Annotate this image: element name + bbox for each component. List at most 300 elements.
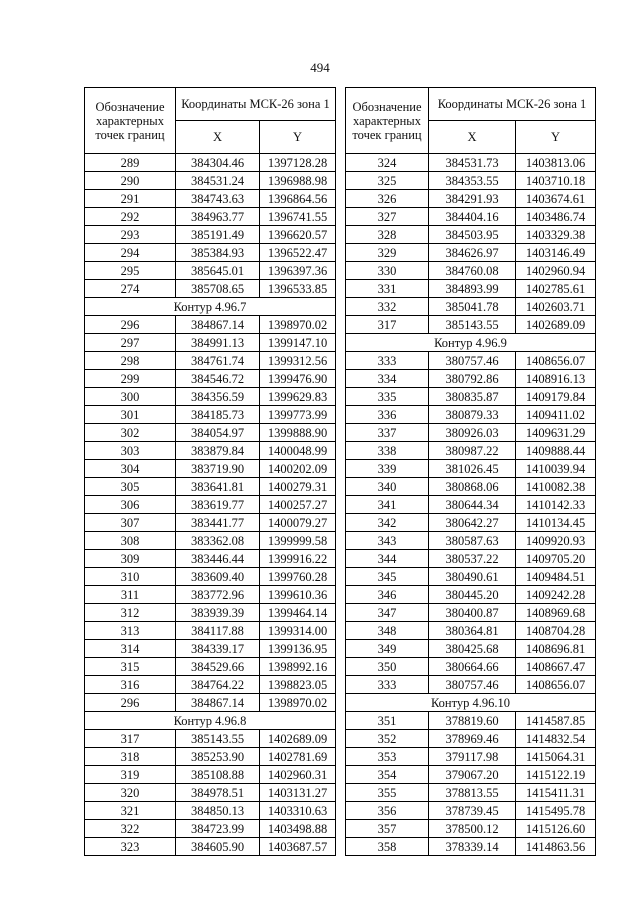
x-coordinate-cell: 378739.45 [429, 802, 516, 820]
table-row [85, 280, 336, 298]
x-coordinate-cell: 380757.46 [429, 676, 516, 694]
y-coordinate-cell: 1409411.02 [516, 406, 596, 424]
y-coordinate-cell: 1403674.61 [516, 190, 596, 208]
table-row [346, 352, 596, 370]
y-coordinate-cell: 1409242.28 [516, 586, 596, 604]
y-coordinate-cell: 1410142.33 [516, 496, 596, 514]
y-coordinate-cell: 1398823.05 [260, 676, 336, 694]
point-number-cell: 340 [346, 478, 429, 496]
y-coordinate-cell: 1402689.09 [260, 730, 336, 748]
point-number-cell: 356 [346, 802, 429, 820]
y-coordinate-cell: 1414587.85 [516, 712, 596, 730]
table-row [85, 748, 336, 766]
point-number-cell: 316 [85, 676, 176, 694]
y-coordinate-cell: 1403687.57 [260, 838, 336, 856]
x-coordinate-cell: 384626.97 [429, 244, 516, 262]
y-coordinate-cell: 1402603.71 [516, 298, 596, 316]
x-coordinate-cell: 384761.74 [176, 352, 260, 370]
y-coordinate-cell: 1415126.60 [516, 820, 596, 838]
point-number-cell: 353 [346, 748, 429, 766]
y-coordinate-cell: 1402960.31 [260, 766, 336, 784]
header-y: Y [516, 121, 596, 154]
header-coord-system: Координаты МСК-26 зона 1 [176, 88, 336, 121]
table-row [346, 532, 596, 550]
x-coordinate-cell: 383446.44 [176, 550, 260, 568]
table-row [346, 190, 596, 208]
y-coordinate-cell: 1396522.47 [260, 244, 336, 262]
y-coordinate-cell: 1410082.38 [516, 478, 596, 496]
x-coordinate-cell: 380879.33 [429, 406, 516, 424]
y-coordinate-cell: 1415495.78 [516, 802, 596, 820]
x-coordinate-cell: 383641.81 [176, 478, 260, 496]
x-coordinate-cell: 383362.08 [176, 532, 260, 550]
point-number-cell: 296 [85, 316, 176, 334]
y-coordinate-cell: 1403710.18 [516, 172, 596, 190]
x-coordinate-cell: 380868.06 [429, 478, 516, 496]
point-number-cell: 297 [85, 334, 176, 352]
point-number-cell: 337 [346, 424, 429, 442]
table-row [85, 622, 336, 640]
x-coordinate-cell: 380835.87 [429, 388, 516, 406]
table-row [346, 676, 596, 694]
point-number-cell: 357 [346, 820, 429, 838]
point-number-cell: 330 [346, 262, 429, 280]
x-coordinate-cell: 384723.99 [176, 820, 260, 838]
y-coordinate-cell: 1403329.38 [516, 226, 596, 244]
y-coordinate-cell: 1415122.19 [516, 766, 596, 784]
x-coordinate-cell: 380537.22 [429, 550, 516, 568]
point-number-cell: 342 [346, 514, 429, 532]
table-row [346, 820, 596, 838]
point-number-cell: 314 [85, 640, 176, 658]
x-coordinate-cell: 384117.88 [176, 622, 260, 640]
table-row [85, 190, 336, 208]
point-number-cell: 336 [346, 406, 429, 424]
table-row [85, 604, 336, 622]
y-coordinate-cell: 1397128.28 [260, 154, 336, 172]
y-coordinate-cell: 1403146.49 [516, 244, 596, 262]
table-row [346, 262, 596, 280]
table-row [85, 262, 336, 280]
table-row [85, 424, 336, 442]
table-row [346, 640, 596, 658]
table-row [346, 172, 596, 190]
table-row [85, 730, 336, 748]
x-coordinate-cell: 378819.60 [429, 712, 516, 730]
x-coordinate-cell: 378339.14 [429, 838, 516, 856]
point-number-cell: 338 [346, 442, 429, 460]
y-coordinate-cell: 1408696.81 [516, 640, 596, 658]
y-coordinate-cell: 1409920.93 [516, 532, 596, 550]
point-number-cell: 345 [346, 568, 429, 586]
point-number-cell: 313 [85, 622, 176, 640]
table-row [85, 820, 336, 838]
table-row [346, 388, 596, 406]
table-row [346, 622, 596, 640]
table-row [346, 514, 596, 532]
x-coordinate-cell: 384404.16 [429, 208, 516, 226]
table-row [85, 496, 336, 514]
x-coordinate-cell: 380792.86 [429, 370, 516, 388]
x-coordinate-cell: 384605.90 [176, 838, 260, 856]
table-row [346, 154, 596, 172]
x-coordinate-cell: 385041.78 [429, 298, 516, 316]
coordinates-table-left [84, 87, 336, 856]
y-coordinate-cell: 1402689.09 [516, 316, 596, 334]
table-row [346, 802, 596, 820]
point-number-cell: 355 [346, 784, 429, 802]
y-coordinate-cell: 1398992.16 [260, 658, 336, 676]
point-number-cell: 325 [346, 172, 429, 190]
point-number-cell: 358 [346, 838, 429, 856]
y-coordinate-cell: 1410134.45 [516, 514, 596, 532]
x-coordinate-cell: 384185.73 [176, 406, 260, 424]
coordinates-table-right [345, 87, 596, 856]
point-number-cell: 310 [85, 568, 176, 586]
y-coordinate-cell: 1399312.56 [260, 352, 336, 370]
x-coordinate-cell: 383441.77 [176, 514, 260, 532]
y-coordinate-cell: 1408656.07 [516, 676, 596, 694]
header-coord-system: Координаты МСК-26 зона 1 [429, 88, 596, 121]
table-row [85, 334, 336, 352]
y-coordinate-cell: 1409484.51 [516, 568, 596, 586]
y-coordinate-cell: 1408656.07 [516, 352, 596, 370]
header-x: X [429, 121, 516, 154]
y-coordinate-cell: 1398970.02 [260, 694, 336, 712]
y-coordinate-cell: 1414863.56 [516, 838, 596, 856]
table-row [85, 370, 336, 388]
x-coordinate-cell: 385253.90 [176, 748, 260, 766]
point-number-cell: 307 [85, 514, 176, 532]
x-coordinate-cell: 380364.81 [429, 622, 516, 640]
table-row [346, 298, 596, 316]
point-number-cell: 315 [85, 658, 176, 676]
table-row [85, 694, 336, 712]
point-number-cell: 306 [85, 496, 176, 514]
table-row [346, 478, 596, 496]
x-coordinate-cell: 385191.49 [176, 226, 260, 244]
y-coordinate-cell: 1402960.94 [516, 262, 596, 280]
section-row [346, 334, 596, 352]
table-row [85, 172, 336, 190]
point-number-cell: 333 [346, 676, 429, 694]
table-row [85, 550, 336, 568]
header-x: X [176, 121, 260, 154]
y-coordinate-cell: 1399610.36 [260, 586, 336, 604]
y-coordinate-cell: 1408704.28 [516, 622, 596, 640]
y-coordinate-cell: 1398970.02 [260, 316, 336, 334]
point-number-cell: 328 [346, 226, 429, 244]
point-number-cell: 299 [85, 370, 176, 388]
table-row [346, 280, 596, 298]
table-row [85, 352, 336, 370]
point-number-cell: 311 [85, 586, 176, 604]
x-coordinate-cell: 385143.55 [176, 730, 260, 748]
x-coordinate-cell: 384531.73 [429, 154, 516, 172]
x-coordinate-cell: 383719.90 [176, 460, 260, 478]
y-coordinate-cell: 1399629.83 [260, 388, 336, 406]
point-number-cell: 304 [85, 460, 176, 478]
table-row [85, 442, 336, 460]
point-number-cell: 344 [346, 550, 429, 568]
y-coordinate-cell: 1396397.36 [260, 262, 336, 280]
x-coordinate-cell: 383939.39 [176, 604, 260, 622]
x-coordinate-cell: 383772.96 [176, 586, 260, 604]
y-coordinate-cell: 1396533.85 [260, 280, 336, 298]
y-coordinate-cell: 1403498.88 [260, 820, 336, 838]
point-number-cell: 333 [346, 352, 429, 370]
table-row [85, 568, 336, 586]
x-coordinate-cell: 384304.46 [176, 154, 260, 172]
x-coordinate-cell: 384850.13 [176, 802, 260, 820]
y-coordinate-cell: 1399464.14 [260, 604, 336, 622]
table-row [346, 406, 596, 424]
x-coordinate-cell: 384356.59 [176, 388, 260, 406]
header-point-label: Обозначение характерных точек границ [346, 88, 429, 154]
x-coordinate-cell: 380664.66 [429, 658, 516, 676]
x-coordinate-cell: 380400.87 [429, 604, 516, 622]
x-coordinate-cell: 381026.45 [429, 460, 516, 478]
x-coordinate-cell: 385708.65 [176, 280, 260, 298]
y-coordinate-cell: 1399916.22 [260, 550, 336, 568]
y-coordinate-cell: 1400048.99 [260, 442, 336, 460]
x-coordinate-cell: 384893.99 [429, 280, 516, 298]
point-number-cell: 290 [85, 172, 176, 190]
section-row [346, 694, 596, 712]
x-coordinate-cell: 384529.66 [176, 658, 260, 676]
y-coordinate-cell: 1396620.57 [260, 226, 336, 244]
x-coordinate-cell: 383879.84 [176, 442, 260, 460]
x-coordinate-cell: 380642.27 [429, 514, 516, 532]
table-row [85, 766, 336, 784]
x-coordinate-cell: 384353.55 [429, 172, 516, 190]
point-number-cell: 291 [85, 190, 176, 208]
y-coordinate-cell: 1409888.44 [516, 442, 596, 460]
y-coordinate-cell: 1403486.74 [516, 208, 596, 226]
x-coordinate-cell: 379067.20 [429, 766, 516, 784]
y-coordinate-cell: 1409179.84 [516, 388, 596, 406]
point-number-cell: 293 [85, 226, 176, 244]
table-row [85, 226, 336, 244]
y-coordinate-cell: 1409705.20 [516, 550, 596, 568]
x-coordinate-cell: 384503.95 [429, 226, 516, 244]
y-coordinate-cell: 1414832.54 [516, 730, 596, 748]
table-row [85, 640, 336, 658]
point-number-cell: 349 [346, 640, 429, 658]
y-coordinate-cell: 1396864.56 [260, 190, 336, 208]
point-number-cell: 351 [346, 712, 429, 730]
x-coordinate-cell: 384978.51 [176, 784, 260, 802]
table-row [346, 838, 596, 856]
y-coordinate-cell: 1403813.06 [516, 154, 596, 172]
table-row [346, 712, 596, 730]
y-coordinate-cell: 1399888.90 [260, 424, 336, 442]
point-number-cell: 296 [85, 694, 176, 712]
x-coordinate-cell: 380490.61 [429, 568, 516, 586]
y-coordinate-cell: 1400079.27 [260, 514, 336, 532]
header-point-label: Обозначение характерных точек границ [85, 88, 176, 154]
table-row [85, 514, 336, 532]
table-row [85, 532, 336, 550]
table-row [346, 424, 596, 442]
y-coordinate-cell: 1396741.55 [260, 208, 336, 226]
x-coordinate-cell: 379117.98 [429, 748, 516, 766]
table-row [85, 460, 336, 478]
y-coordinate-cell: 1399136.95 [260, 640, 336, 658]
table-row [346, 244, 596, 262]
table-row [346, 316, 596, 334]
x-coordinate-cell: 384760.08 [429, 262, 516, 280]
table-row [85, 244, 336, 262]
point-number-cell: 300 [85, 388, 176, 406]
header-y: Y [260, 121, 336, 154]
y-coordinate-cell: 1403310.63 [260, 802, 336, 820]
point-number-cell: 331 [346, 280, 429, 298]
x-coordinate-cell: 380445.20 [429, 586, 516, 604]
table-row [346, 370, 596, 388]
point-number-cell: 347 [346, 604, 429, 622]
point-number-cell: 324 [346, 154, 429, 172]
y-coordinate-cell: 1410039.94 [516, 460, 596, 478]
point-number-cell: 309 [85, 550, 176, 568]
table-row [346, 586, 596, 604]
table-row [85, 208, 336, 226]
page-number: 494 [310, 60, 330, 75]
point-number-cell: 274 [85, 280, 176, 298]
y-coordinate-cell: 1408667.47 [516, 658, 596, 676]
x-coordinate-cell: 384867.14 [176, 316, 260, 334]
x-coordinate-cell: 385384.93 [176, 244, 260, 262]
x-coordinate-cell: 385645.01 [176, 262, 260, 280]
point-number-cell: 335 [346, 388, 429, 406]
y-coordinate-cell: 1400202.09 [260, 460, 336, 478]
section-row [85, 298, 336, 316]
point-number-cell: 341 [346, 496, 429, 514]
table-row [85, 406, 336, 424]
x-coordinate-cell: 384963.77 [176, 208, 260, 226]
x-coordinate-cell: 378500.12 [429, 820, 516, 838]
table-row [85, 586, 336, 604]
x-coordinate-cell: 380644.34 [429, 496, 516, 514]
point-number-cell: 348 [346, 622, 429, 640]
y-coordinate-cell: 1400257.27 [260, 496, 336, 514]
point-number-cell: 318 [85, 748, 176, 766]
table-row [346, 604, 596, 622]
x-coordinate-cell: 383619.77 [176, 496, 260, 514]
point-number-cell: 352 [346, 730, 429, 748]
x-coordinate-cell: 380987.22 [429, 442, 516, 460]
point-number-cell: 343 [346, 532, 429, 550]
table-row [85, 154, 336, 172]
y-coordinate-cell: 1409631.29 [516, 424, 596, 442]
point-number-cell: 320 [85, 784, 176, 802]
point-number-cell: 292 [85, 208, 176, 226]
table-row [85, 316, 336, 334]
table-row [346, 496, 596, 514]
y-coordinate-cell: 1399476.90 [260, 370, 336, 388]
point-number-cell: 319 [85, 766, 176, 784]
table-row [346, 784, 596, 802]
x-coordinate-cell: 380425.68 [429, 640, 516, 658]
x-coordinate-cell: 384867.14 [176, 694, 260, 712]
x-coordinate-cell: 380587.63 [429, 532, 516, 550]
table-row [346, 460, 596, 478]
table-row [85, 784, 336, 802]
table-row [85, 478, 336, 496]
point-number-cell: 301 [85, 406, 176, 424]
table-row [346, 658, 596, 676]
point-number-cell: 326 [346, 190, 429, 208]
x-coordinate-cell: 384546.72 [176, 370, 260, 388]
x-coordinate-cell: 384291.93 [429, 190, 516, 208]
table-row [346, 550, 596, 568]
x-coordinate-cell: 380757.46 [429, 352, 516, 370]
point-number-cell: 346 [346, 586, 429, 604]
y-coordinate-cell: 1403131.27 [260, 784, 336, 802]
point-number-cell: 312 [85, 604, 176, 622]
point-number-cell: 303 [85, 442, 176, 460]
point-number-cell: 329 [346, 244, 429, 262]
y-coordinate-cell: 1402785.61 [516, 280, 596, 298]
y-coordinate-cell: 1400279.31 [260, 478, 336, 496]
point-number-cell: 289 [85, 154, 176, 172]
point-number-cell: 322 [85, 820, 176, 838]
table-row [85, 658, 336, 676]
section-row [85, 712, 336, 730]
x-coordinate-cell: 378813.55 [429, 784, 516, 802]
table-row [85, 802, 336, 820]
section-title: Контур 4.96.8 [85, 712, 336, 730]
table-row [85, 388, 336, 406]
y-coordinate-cell: 1408969.68 [516, 604, 596, 622]
y-coordinate-cell: 1415064.31 [516, 748, 596, 766]
x-coordinate-cell: 384743.63 [176, 190, 260, 208]
point-number-cell: 302 [85, 424, 176, 442]
point-number-cell: 295 [85, 262, 176, 280]
point-number-cell: 305 [85, 478, 176, 496]
point-number-cell: 317 [346, 316, 429, 334]
y-coordinate-cell: 1399760.28 [260, 568, 336, 586]
x-coordinate-cell: 380926.03 [429, 424, 516, 442]
y-coordinate-cell: 1402781.69 [260, 748, 336, 766]
table-row [346, 730, 596, 748]
table-row [346, 208, 596, 226]
section-title: Контур 4.96.10 [346, 694, 596, 712]
x-coordinate-cell: 378969.46 [429, 730, 516, 748]
x-coordinate-cell: 384531.24 [176, 172, 260, 190]
section-title: Контур 4.96.9 [346, 334, 596, 352]
table-row [85, 676, 336, 694]
point-number-cell: 308 [85, 532, 176, 550]
x-coordinate-cell: 384339.17 [176, 640, 260, 658]
table-row [346, 766, 596, 784]
x-coordinate-cell: 385108.88 [176, 766, 260, 784]
y-coordinate-cell: 1399314.00 [260, 622, 336, 640]
point-number-cell: 327 [346, 208, 429, 226]
x-coordinate-cell: 384764.22 [176, 676, 260, 694]
point-number-cell: 334 [346, 370, 429, 388]
y-coordinate-cell: 1399147.10 [260, 334, 336, 352]
y-coordinate-cell: 1408916.13 [516, 370, 596, 388]
point-number-cell: 294 [85, 244, 176, 262]
y-coordinate-cell: 1396988.98 [260, 172, 336, 190]
point-number-cell: 354 [346, 766, 429, 784]
point-number-cell: 339 [346, 460, 429, 478]
table-row [346, 748, 596, 766]
table-row [85, 838, 336, 856]
y-coordinate-cell: 1415411.31 [516, 784, 596, 802]
y-coordinate-cell: 1399773.99 [260, 406, 336, 424]
